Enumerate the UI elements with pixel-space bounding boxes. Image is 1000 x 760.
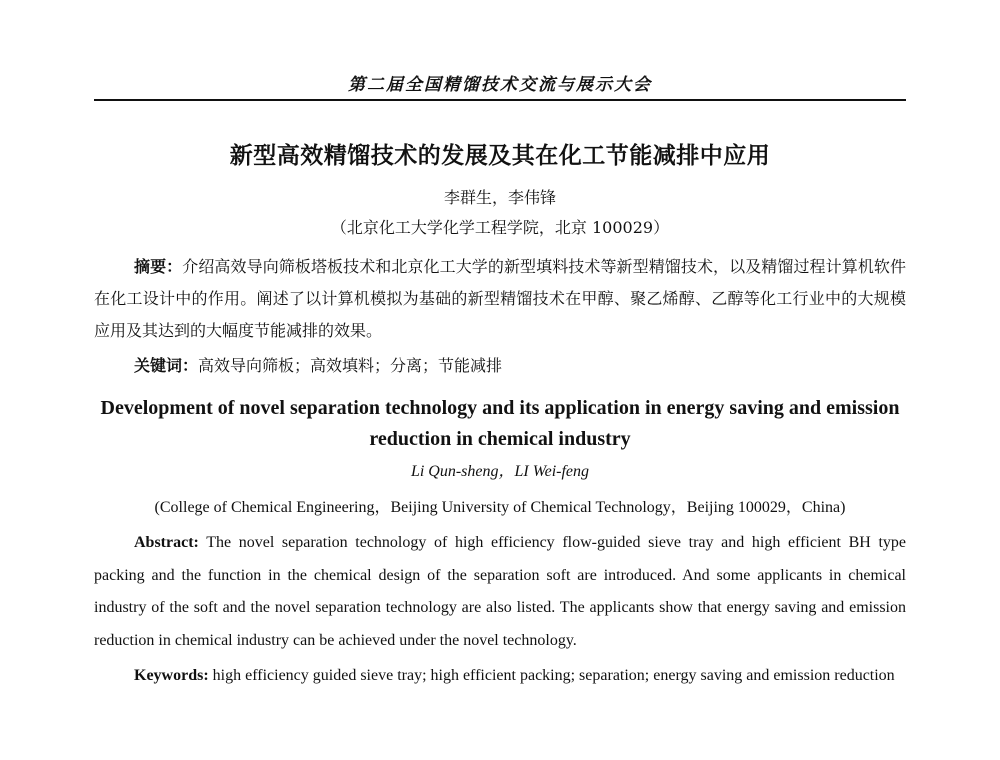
- keywords-text-en: high efficiency guided sieve tray; high efficient packing; separation; energy saving and emission reduction: [208, 667, 895, 684]
- header-rule: [94, 99, 906, 101]
- paper-title-cn: 新型高效精馏技术的发展及其在化工节能减排中应用: [229, 143, 771, 169]
- abstract-text-cn: 介绍高效导向筛板塔板技术和北京化工大学的新型填料技术等新型精馏技术，以及精馏过程计算机软件在化工设计中的作用。阐述了以计算机模拟为基础的新型精馏技术在甲醇、聚乙烯醇、乙醇等化工行业中的大规模应用及其达到的大幅度节能减排的效果。: [94, 257, 906, 340]
- affiliation-cn: （北京化工大学化学工程学院，北京 100029）: [330, 218, 670, 237]
- keywords-text-cn: 高效导向筛板；高效填料；分离；节能减排: [198, 356, 503, 375]
- abstract-label-en: Abstract:: [134, 534, 199, 551]
- keywords-cn: [134, 355, 906, 377]
- affiliation-en: (College of Chemical Engineering，Beijing University of Chemical Technology，Beijing 100029，China): [154, 499, 846, 516]
- authors-en: Li Qun-sheng，LI Wei-feng: [410, 463, 590, 480]
- keywords-en: [94, 659, 906, 693]
- abstract-text-en: The novel separation technology of high efficiency flow-guided sieve tray and high efficient BH type packing and the function in the chemical design of the separation soft are introduced. And some applicants in chemical industry of the soft and the novel separation technology are also listed. The applicants show that energy saving and emission reduction in chemical industry can be achieved under the novel technology.: [94, 534, 906, 649]
- keywords-label-en: Keywords:: [134, 667, 209, 684]
- abstract-label-cn: 摘要：: [134, 257, 183, 276]
- authors-cn: 李群生，李伟锋: [443, 188, 556, 207]
- abstract-en: [94, 527, 906, 657]
- running-head: 第二届全国精馏技术交流与展示大会: [348, 75, 652, 95]
- paper-title-en: Development of novel separation technology and its application in energy saving and emission reduction in chemical industry: [100, 397, 900, 450]
- keywords-label-cn: 关键词：: [134, 356, 199, 375]
- abstract-cn: [94, 251, 906, 347]
